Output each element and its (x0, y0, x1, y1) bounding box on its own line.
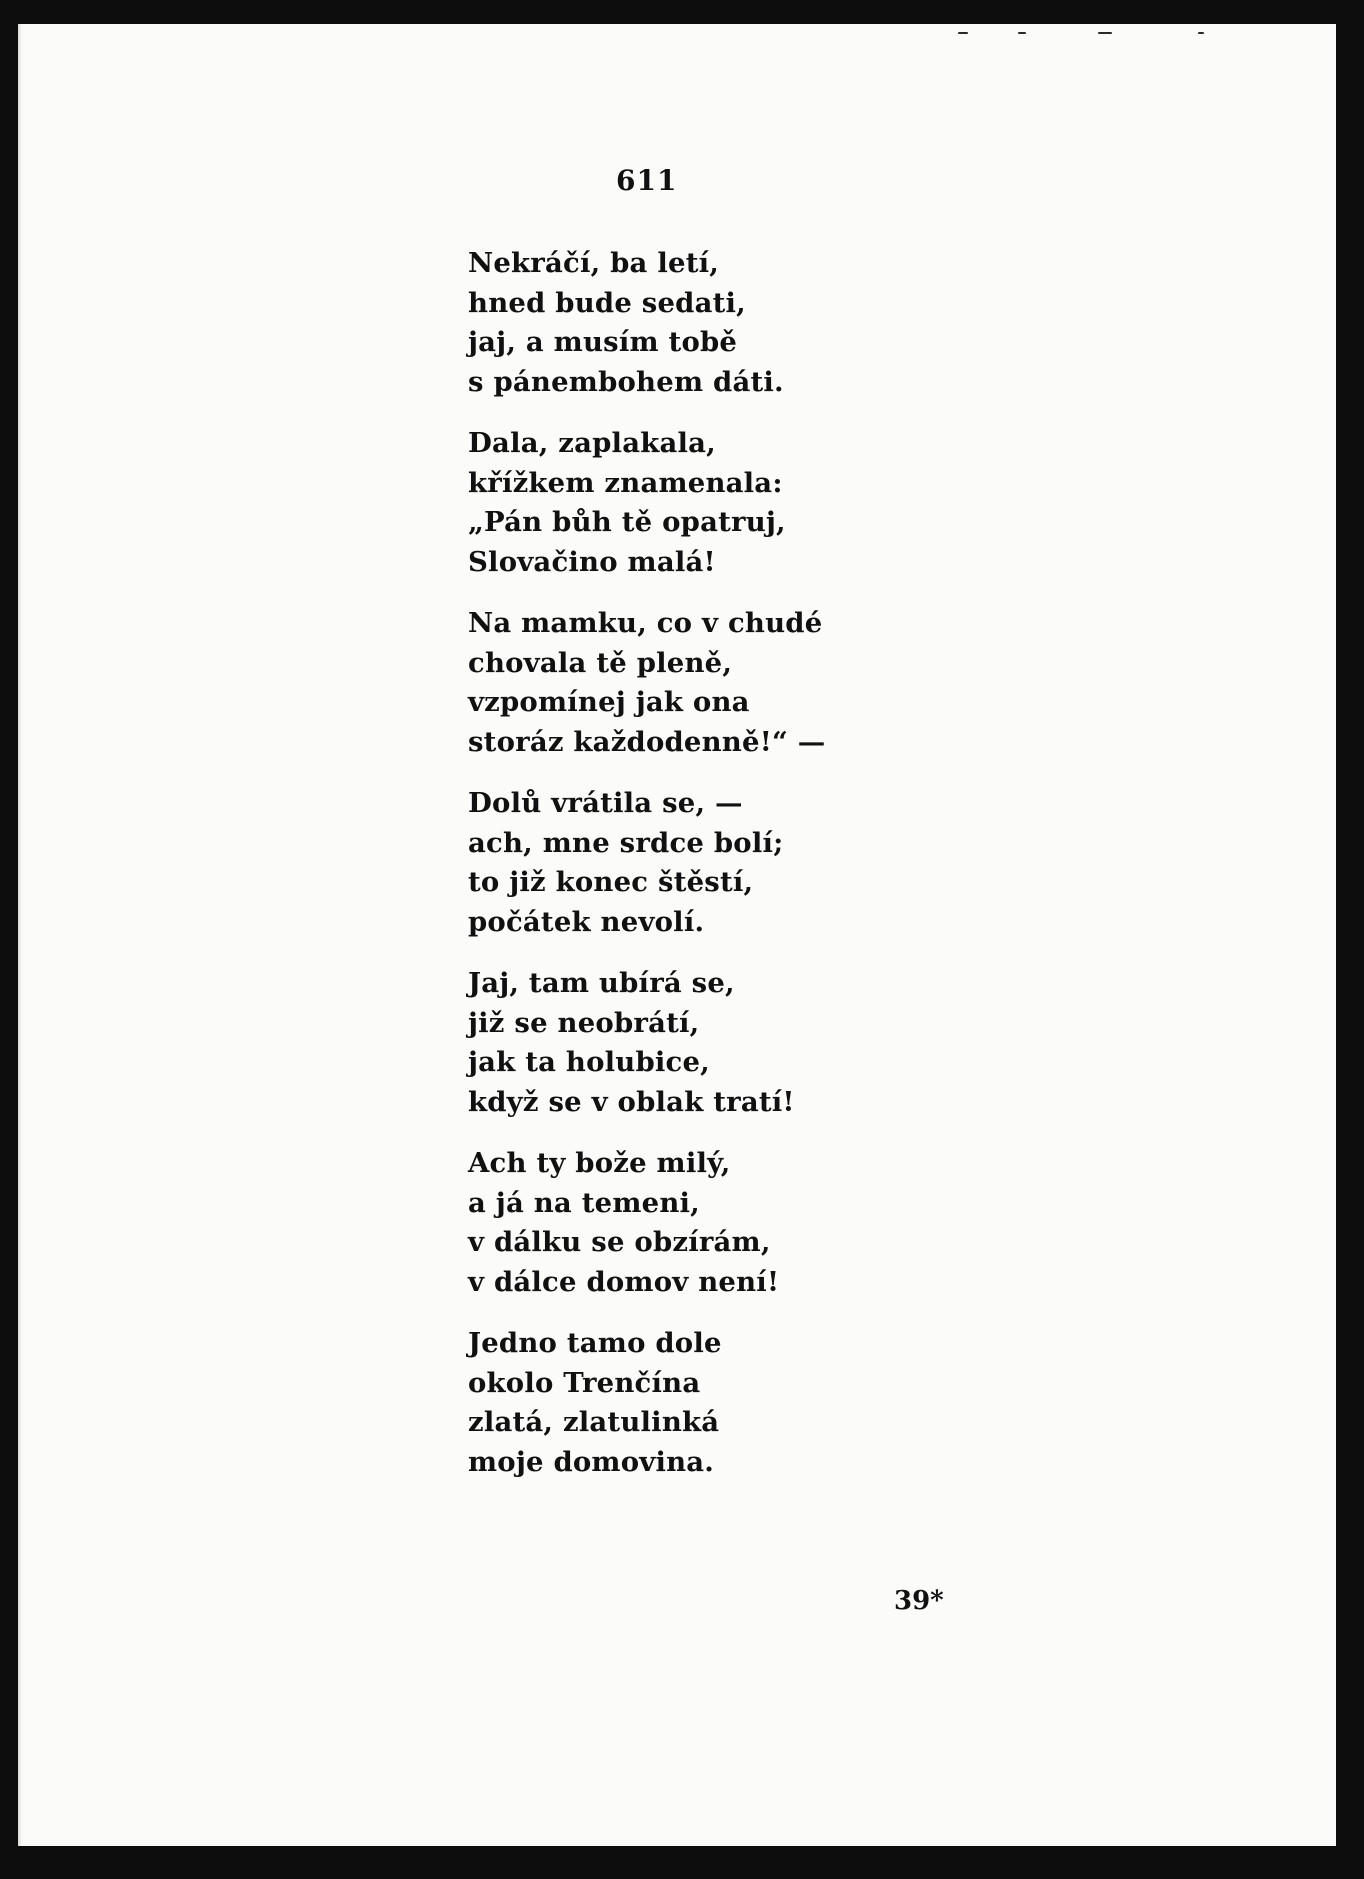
poem-line: počátek nevolí. (468, 905, 705, 938)
poem-line: okolo Trenčína (468, 1366, 701, 1399)
printer-signature-mark: 39* (894, 1586, 944, 1616)
poem-line: s pánembohem dáti. (468, 365, 784, 398)
stanza-4 (468, 784, 928, 942)
poem-line: Ach ty bože milý, (468, 1147, 731, 1179)
stanza-2 (468, 424, 928, 582)
book-page (18, 24, 1336, 1846)
poem-line: Nekráčí, ba letí, (468, 247, 720, 279)
poem-line: Slovačino malá! (468, 545, 716, 578)
stanza-3 (468, 604, 928, 762)
poem-line: jak ta holubice, (468, 1046, 710, 1078)
poem-line: „Pán bůh tě opatruj, (468, 506, 786, 538)
poem-line: chovala tě pleně, (468, 646, 733, 679)
poem-line: vzpomínej jak ona (468, 686, 750, 718)
poem-line: jaj, a musím tobě (468, 326, 738, 358)
poem-line: Jaj, tam ubírá se, (468, 967, 735, 999)
scan-artifacts (18, 32, 1336, 36)
scan-speck (1098, 32, 1112, 34)
poem-line: v dálku se obzírám, (468, 1226, 771, 1258)
stanza-7 (468, 1324, 928, 1482)
scan-speck (1198, 32, 1204, 34)
poem-line: v dálce domov není! (468, 1265, 780, 1298)
poem-line: to již konec štěstí, (468, 866, 754, 898)
poem-line: již se neobrátí, (468, 1006, 700, 1039)
poem (468, 244, 928, 1504)
poem-line: storáz každodenně!“ — (468, 725, 826, 758)
poem-line: ach, mne srdce bolí; (468, 826, 784, 859)
page-number: 611 (616, 164, 678, 197)
poem-line: Dala, zaplakala, (468, 427, 716, 459)
poem-line: moje domovina. (468, 1445, 715, 1478)
poem-line: křížkem znamenala: (468, 466, 783, 499)
poem-line: Na mamku, co v chudé (468, 607, 823, 639)
poem-line: Dolů vrátila se, — (468, 787, 743, 819)
scan-speck (958, 32, 968, 34)
stanza-6 (468, 1144, 928, 1302)
stanza-1 (468, 244, 928, 402)
page-left-edge (18, 24, 22, 1846)
poem-line: když se v oblak tratí! (468, 1085, 795, 1118)
poem-line: hned bude sedati, (468, 286, 746, 319)
poem-line: Jedno tamo dole (468, 1327, 722, 1359)
poem-line: a já na temeni, (468, 1186, 700, 1219)
stanza-5 (468, 964, 928, 1122)
poem-line: zlatá, zlatulinká (468, 1406, 720, 1438)
scan-speck (1018, 32, 1026, 34)
